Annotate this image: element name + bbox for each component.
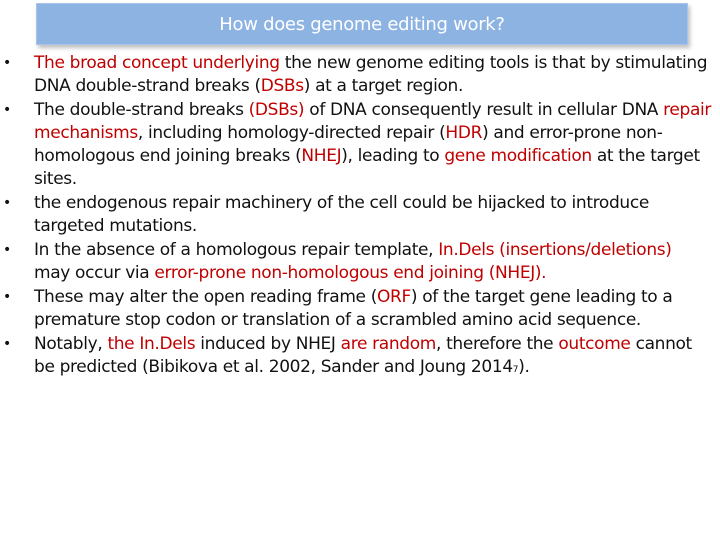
bullet-text: ). [518,357,530,377]
bullet-text: ) and error-prone non-homologous end joining breaks ( [34,123,663,166]
bullet-glyph: • [3,102,11,118]
bullet-glyph: • [3,55,11,71]
slide-title-bar [36,3,688,45]
highlighted-text: gene modification [444,146,592,166]
bullet-item [0,192,720,238]
highlighted-text: In.Dels (insertions/deletions) [438,240,672,260]
bullet-text: cannot be predicted (Bibikova et al. 2002, Sander and Joung 2014 [34,334,692,377]
highlighted-text: are random [340,334,436,354]
highlighted-text: the In.Dels [107,334,196,354]
highlighted-text: error-prone non-homologous end joining (NHEJ). [154,263,547,283]
highlighted-text: HDR [445,123,483,143]
bullet-item [0,99,720,191]
bullet-item [0,286,720,332]
bullet-glyph: • [3,242,11,258]
highlighted-text: The broad concept underlying [34,53,280,73]
highlighted-text: outcome [558,334,631,354]
bullet-text: may occur via [34,263,155,283]
bullet-item [0,52,720,98]
bullet-text: 7 [512,365,519,375]
bullet-text: ) of the target gene leading to a premature stop codon or translation of a scrambled amino acid sequence. [34,287,673,330]
bullet-text: ), leading to [341,146,445,166]
bullet-text: the endogenous repair machinery of the cell could be hijacked to introduce targeted mutations. [34,193,649,236]
bullet-text: the new genome editing tools is that by stimulating DNA double-strand breaks ( [34,53,708,96]
bullet-glyph: • [3,336,11,352]
highlighted-text: (DSBs) [248,100,305,120]
highlighted-text: repair mechanisms [34,100,712,143]
bullet-text: of DNA consequently result in cellular DNA [304,100,664,120]
bullet-text: , including homology-directed repair ( [137,123,446,143]
bullet-text: In the absence of a homologous repair template, [34,240,439,260]
slide-title: How does genome editing work? [219,13,505,35]
bullet-item [0,239,720,285]
highlighted-text: NHEJ [301,146,342,166]
bullet-text: at the target sites. [34,146,700,189]
bullet-glyph: • [3,195,11,211]
bullet-item [0,333,720,382]
bullet-text: Notably, [34,334,108,354]
bullet-text: The double-strand breaks [34,100,249,120]
highlighted-text: DSBs [260,76,304,96]
highlighted-text: ORF [377,287,411,307]
bullet-list [0,52,720,383]
bullet-text: ) at a target region. [303,76,464,96]
bullet-text: , therefore the [436,334,559,354]
bullet-text: These may alter the open reading frame ( [34,287,377,307]
bullet-text: induced by NHEJ [195,334,341,354]
bullet-glyph: • [3,289,11,305]
